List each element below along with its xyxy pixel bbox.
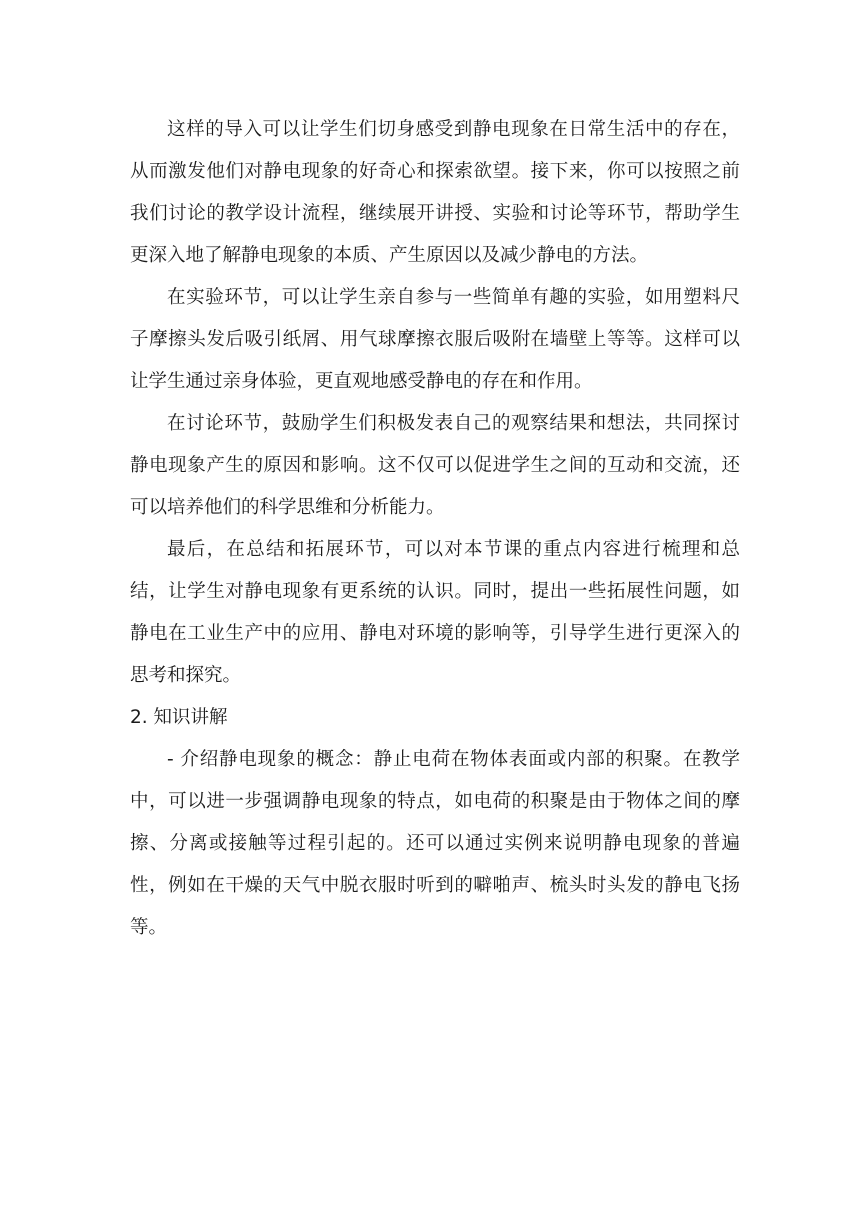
document-body: [130, 109, 740, 949]
section-heading: 2. 知识讲解: [130, 707, 228, 728]
paragraph-discussion: 在讨论环节，鼓励学生们积极发表自己的观察结果和想法，共同探讨静电现象产生的原因和影响。这不仅可以促进学生之间的互动和交流，还可以培养他们的科学思维和分析能力。: [130, 413, 740, 518]
paragraph-intro-effect: 这样的导入可以让学生们切身感受到静电现象在日常生活中的存在，从而激发他们对静电现象的好奇心和探索欲望。接下来，你可以按照之前我们讨论的教学设计流程，继续展开讲授、实验和讨论等环节，帮助学生更深入地了解静电现象的本质、产生原因以及减少静电的方法。: [130, 119, 740, 266]
paragraph-summary: 最后，在总结和拓展环节，可以对本节课的重点内容进行梳理和总结，让学生对静电现象有更系统的认识。同时，提出一些拓展性问题，如静电在工业生产中的应用、静电对环境的影响等，引导学生进行更深入的思考和探究。: [130, 539, 740, 686]
paragraph-concept-bullet: - 介绍静电现象的概念：静止电荷在物体表面或内部的积聚。在教学中，可以进一步强调静电现象的特点，如电荷的积聚是由于物体之间的摩擦、分离或接触等过程引起的。还可以通过实例来说明静电现象的普遍性，例如在干燥的天气中脱衣服时听到的噼啪声、梳头时头发的静电飞扬等。: [130, 749, 740, 938]
paragraph-experiment: 在实验环节，可以让学生亲自参与一些简单有趣的实验，如用塑料尺子摩擦头发后吸引纸屑、用气球摩擦衣服后吸附在墙壁上等等。这样可以让学生通过亲身体验，更直观地感受静电的存在和作用。: [130, 287, 740, 392]
